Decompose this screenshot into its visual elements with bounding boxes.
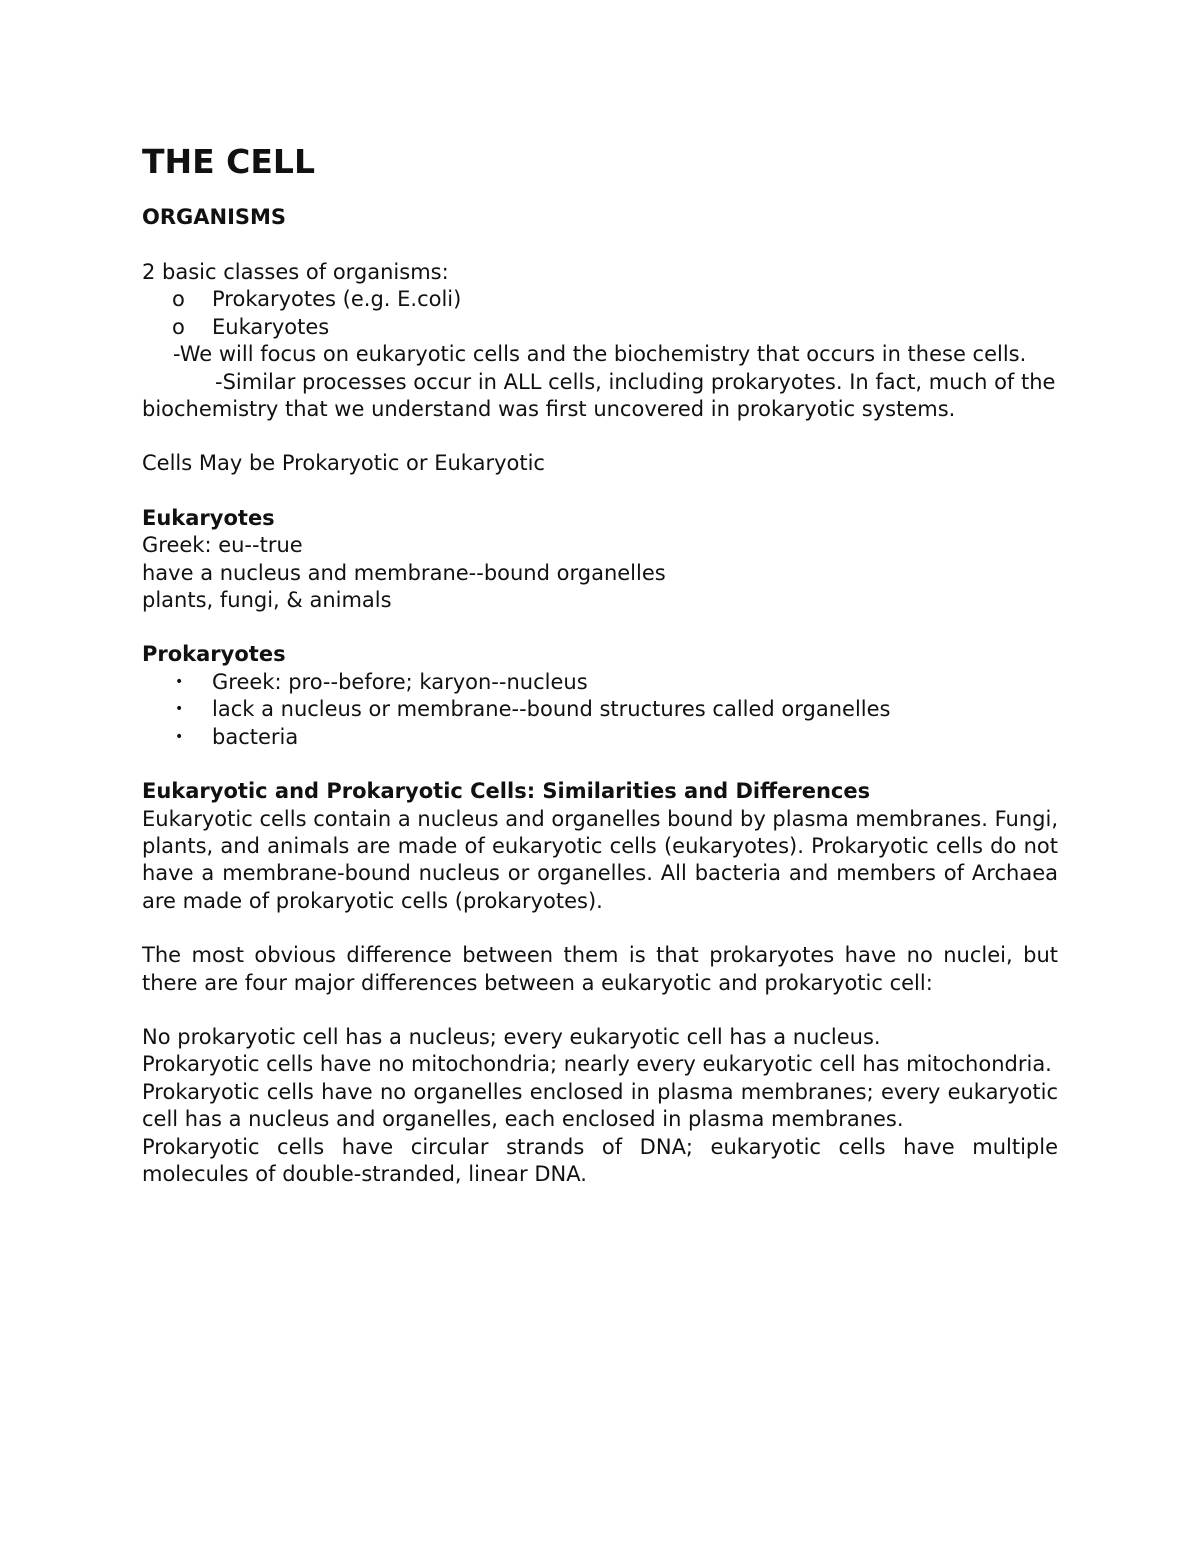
focus-note: -We will focus on eukaryotic cells and the biochemistry that occurs in these cells.: [173, 342, 1027, 367]
spacer: [142, 997, 1058, 1024]
list-item: [142, 669, 1058, 696]
prokaryotes-heading: Prokaryotes: [142, 642, 286, 667]
difference-item: Prokaryotic cells have no mitochondria; nearly every eukaryotic cell has mitochondria.: [142, 1052, 1052, 1077]
difference-item: No prokaryotic cell has a nucleus; every eukaryotic cell has a nucleus.: [142, 1024, 881, 1049]
list-item: [142, 314, 1058, 341]
difference-item: Prokaryotic cells have circular strands of DNA; eukaryotic cells have multiple molecules of double-stranded, linear DNA.: [142, 1134, 1058, 1186]
comparison-heading: Eukaryotic and Prokaryotic Cells: Similarities and Differences: [142, 779, 871, 804]
difference-item: Prokaryotic cells have no organelles enclosed in plasma membranes; every eukaryotic cell has a nucleus and organelles, each enclosed in plasma membranes.: [142, 1079, 1058, 1132]
spacer: [142, 478, 1058, 505]
organism-class-prokaryotes: Prokaryotes (e.g. E.coli): [212, 287, 462, 312]
similar-processes-note: -Similar processes occur in ALL cells, including prokaryotes. In fact, much of the biochemistry that we understand was first uncovered in prokaryotic systems.: [142, 369, 1056, 422]
difference-intro: The most obvious difference between them is that prokaryotes have no nuclei, but there are four major differences between a eukaryotic and prokaryotic cell:: [142, 943, 1058, 995]
comparison-paragraph: Eukaryotic cells contain a nucleus and organelles bound by plasma membranes. Fungi, plants, and animals are made of eukaryotic cells (eukaryotes). Prokaryotic cells do not have a membrane-bound nucleus or organelles. All bacteria and members of Archaea are made of prokaryotic cells (prokaryotes).: [142, 806, 1058, 913]
eukaryotes-heading: Eukaryotes: [142, 505, 275, 530]
prokaryotes-item: bacteria: [212, 724, 299, 749]
eukaryotes-line: plants, fungi, & animals: [142, 588, 392, 613]
circle-bullet-icon: o: [172, 314, 185, 339]
list-item: [142, 696, 1058, 723]
organisms-intro: 2 basic classes of organisms:: [142, 260, 449, 284]
document-page: [142, 140, 1058, 1188]
list-item: [142, 286, 1058, 313]
eukaryotes-line: have a nucleus and membrane--bound organelles: [142, 560, 666, 585]
prokaryotes-item: lack a nucleus or membrane--bound structures called organelles: [212, 697, 891, 722]
circle-bullet-icon: o: [172, 287, 185, 312]
bullet-dot-icon: •: [175, 673, 184, 690]
bullet-dot-icon: •: [175, 728, 184, 745]
organism-classes-list: [142, 286, 1058, 341]
spacer: [142, 915, 1058, 942]
spacer: [142, 751, 1058, 778]
spacer: [142, 423, 1058, 450]
prokaryotes-list: [142, 669, 1058, 751]
prokaryotes-item: Greek: pro--before; karyon--nucleus: [212, 669, 588, 694]
list-item: [142, 724, 1058, 751]
bullet-dot-icon: •: [175, 701, 184, 718]
eukaryotes-line: Greek: eu--true: [142, 533, 303, 558]
organisms-heading: ORGANISMS: [142, 205, 287, 229]
organism-class-eukaryotes: Eukaryotes: [212, 314, 330, 339]
document-title: THE CELL: [142, 142, 315, 181]
cells-type-line: Cells May be Prokaryotic or Eukaryotic: [142, 451, 545, 476]
spacer: [142, 614, 1058, 641]
